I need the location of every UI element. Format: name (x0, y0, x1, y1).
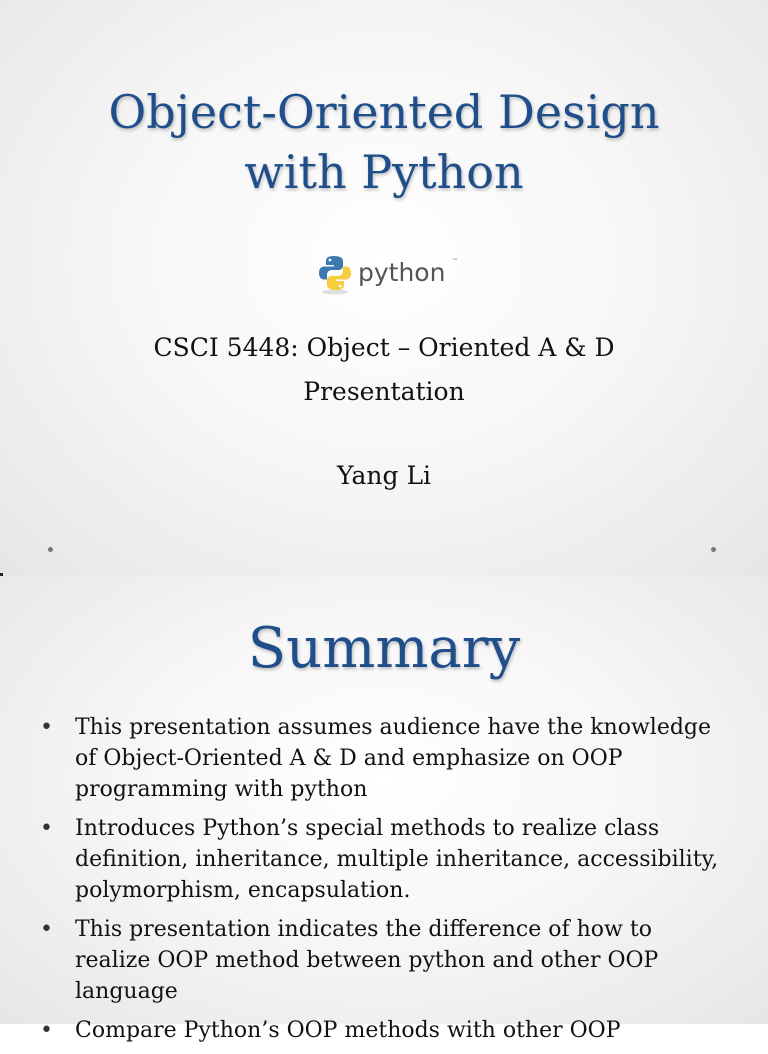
logo-eye-2 (339, 285, 342, 288)
bullet-marker: • (40, 715, 53, 740)
summary-bullet-list (40, 712, 740, 1054)
summary-title: Summary (247, 616, 521, 681)
slide-dot-left (48, 547, 53, 552)
bullet-2-line-2: definition, inheritance, multiple inheritance, accessibility, (75, 847, 719, 872)
bullet-item (40, 914, 740, 1007)
logo-shadow (322, 290, 348, 295)
bullet-1-line-1: This presentation assumes audience have the knowledge (75, 715, 712, 740)
bullet-3-line-3: language (75, 979, 178, 1004)
author-name: Yang Li (336, 461, 432, 490)
slide-title (0, 82, 768, 202)
bullet-3-line-1: This presentation indicates the difference of how to (75, 917, 652, 942)
title-line-2: with Python (244, 145, 524, 199)
course-subtitle (0, 326, 768, 414)
bullet-item (40, 712, 740, 805)
slide-dot-right (711, 547, 716, 552)
bullet-item (40, 813, 740, 906)
course-line-1: CSCI 5448: Object – Oriented A & D (153, 333, 615, 362)
bullet-marker: • (40, 917, 53, 942)
bullet-2-line-1: Introduces Python’s special methods to realize class (75, 816, 660, 841)
bullet-4-line-1: Compare Python’s OOP methods with other OOP (75, 1018, 621, 1043)
bullet-3-line-2: realize OOP method between python and other OOP (75, 948, 659, 973)
bullet-item (40, 1015, 740, 1046)
bullet-2-line-3: polymorphism, encapsulation. (75, 878, 411, 903)
logo-eye-1 (329, 259, 332, 262)
bullet-1-line-3: programming with python (75, 777, 368, 802)
python-wordmark: python (358, 258, 446, 287)
title-line-1: Object-Oriented Design (108, 85, 660, 139)
summary-slide (0, 576, 768, 1043)
course-line-2: Presentation (303, 377, 465, 406)
bullet-marker: • (40, 1018, 53, 1043)
bullet-1-line-2: of Object-Oriented A & D and emphasize on OOP (75, 746, 623, 771)
bullet-marker: • (40, 816, 53, 841)
python-trademark: ™ (452, 258, 458, 265)
python-logo (318, 250, 463, 298)
